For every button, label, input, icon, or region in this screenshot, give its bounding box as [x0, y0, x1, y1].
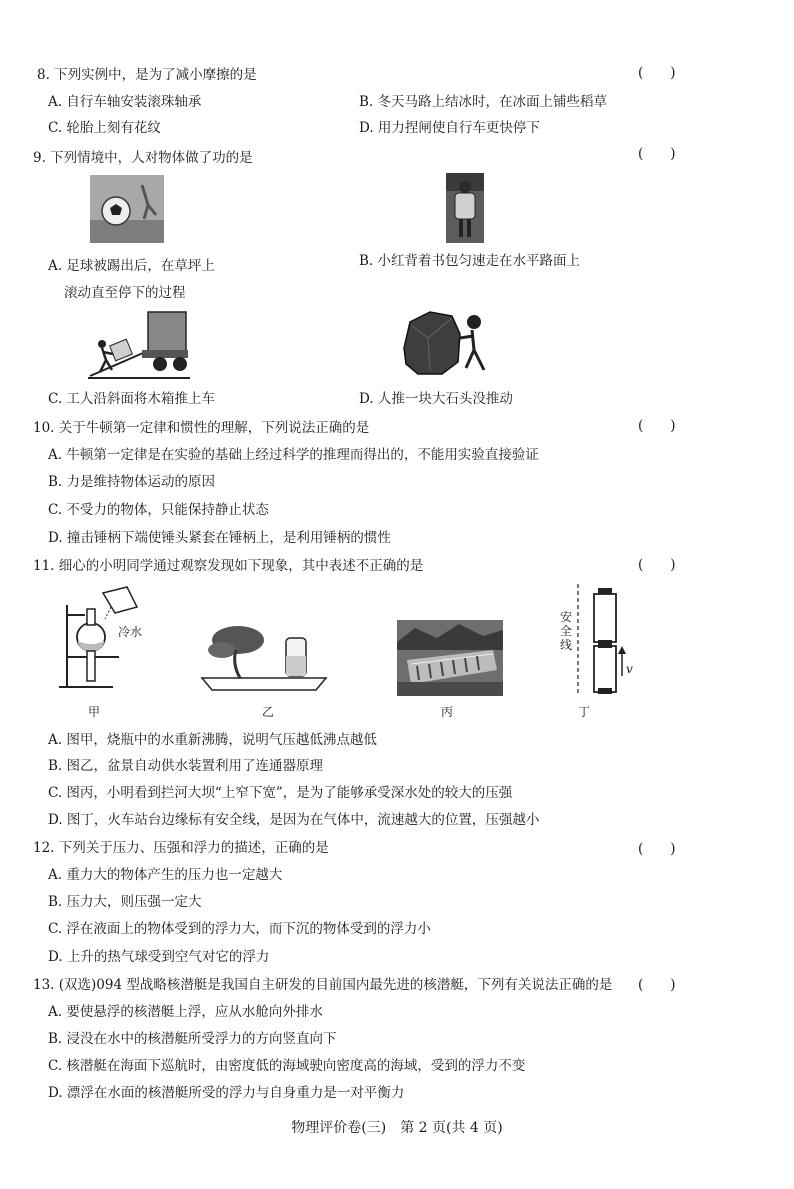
q13-option-a: A. 要使悬浮的核潜艇上浮，应从水舱向外排水 [48, 1004, 323, 1020]
q8-option-b: B. 冬天马路上结冰时，在冰面上铺些稻草 [359, 94, 608, 110]
q12-option-c: C. 浮在液面上的物体受到的浮力大，而下沉的物体受到的浮力小 [48, 921, 431, 937]
student-backpack-photo [446, 173, 484, 243]
bonsai-water-supply-figure [200, 620, 330, 692]
q9-option-b: B. 小红背着书包匀速走在水平路面上 [359, 253, 581, 269]
q9-stem: 9. 下列情境中，人对物体做了功的是 [33, 150, 253, 166]
q10-option-b: B. 力是维持物体运动的原因 [48, 474, 216, 490]
q9-option-c: C. 工人沿斜面将木箱推上车 [48, 391, 215, 407]
q10-option-c: C. 不受力的物体，只能保持静止状态 [48, 502, 269, 518]
figure-jia-label: 甲 [88, 705, 101, 719]
q13-answer-paren: ( ) [638, 977, 676, 993]
soccer-ball-photo [90, 175, 164, 243]
q13-option-d: D. 漂浮在水面的核潜艇所受的浮力与自身重力是一对平衡力 [48, 1085, 405, 1101]
q10-option-a: A. 牛顿第一定律是在实验的基础上经过科学的推理而得出的，不能用实验直接验证 [48, 447, 539, 463]
q10-answer-paren: ( ) [638, 418, 676, 434]
figure-yi-label: 乙 [262, 705, 275, 719]
q8-option-d: D. 用力捏闸使自行车更快停下 [359, 120, 540, 136]
q10-stem: 10. 关于牛顿第一定律和惯性的理解，下列说法正确的是 [33, 420, 370, 436]
q10-option-d: D. 撞击锤柄下端使锤头紧套在锤柄上，是利用锤柄的惯性 [48, 530, 391, 546]
safety-line-label: 安全线 [560, 610, 573, 652]
figure-bing-label: 丙 [441, 705, 454, 719]
q13-option-c: C. 核潜艇在海面下巡航时，由密度低的海域驶向密度高的海域，受到的浮力不变 [48, 1058, 526, 1074]
boiling-flask-apparatus-figure [55, 585, 155, 697]
worker-ramp-figure [86, 310, 192, 382]
q12-option-a: A. 重力大的物体产生的压力也一定越大 [48, 867, 283, 883]
q11-option-d: D. 图丁，火车站台边缘标有安全线，是因为在气体中，流速越大的位置，压强越小 [48, 812, 540, 828]
page-footer: 物理评价卷(三) 第 2 页(共 4 页) [291, 1120, 503, 1136]
q9-answer-paren: ( ) [638, 146, 676, 162]
river-dam-photo [397, 620, 503, 696]
q12-option-d: D. 上升的热气球受到空气对它的浮力 [48, 949, 270, 965]
q11-option-a: A. 图甲，烧瓶中的水重新沸腾，说明气压越低沸点越低 [48, 732, 377, 748]
q12-answer-paren: ( ) [638, 841, 676, 857]
figure-ding-label: 丁 [578, 705, 591, 719]
q8-stem: 8. 下列实例中，是为了减小摩擦的是 [37, 67, 257, 83]
person-pushing-rock-figure [400, 308, 495, 378]
q8-answer-paren: ( ) [638, 65, 676, 81]
q13-option-b: B. 浸没在水中的核潜艇所受浮力的方向竖直向下 [48, 1031, 337, 1047]
q9-option-d: D. 人推一块大石头没推动 [359, 391, 513, 407]
q11-option-c: C. 图丙，小明看到拦河大坝“上窄下宽”，是为了能够承受深水处的较大的压强 [48, 785, 513, 801]
q9-option-a-line1: A. 足球被踢出后，在草坪上 [48, 258, 215, 274]
q13-stem: 13. (双选)094 型战略核潜艇是我国自主研发的目前国内最先进的核潜艇，下列有关说法正确的是 [33, 977, 613, 993]
q9-option-a-line2: 滚动直至停下的过程 [64, 285, 186, 301]
q12-stem: 12. 下列关于压力、压强和浮力的描述，正确的是 [33, 840, 329, 856]
q8-option-a: A. 自行车轴安装滚珠轴承 [48, 94, 202, 110]
cold-water-label: 冷水 [118, 625, 143, 639]
q11-stem: 11. 细心的小明同学通过观察发现如下现象，其中表述不正确的是 [33, 558, 424, 574]
q12-option-b: B. 压力大，则压强一定大 [48, 894, 202, 910]
velocity-v-label: v [626, 662, 633, 676]
q11-option-b: B. 图乙，盆景自动供水装置利用了连通器原理 [48, 758, 324, 774]
q8-option-c: C. 轮胎上刻有花纹 [48, 120, 161, 136]
q11-answer-paren: ( ) [638, 557, 676, 573]
